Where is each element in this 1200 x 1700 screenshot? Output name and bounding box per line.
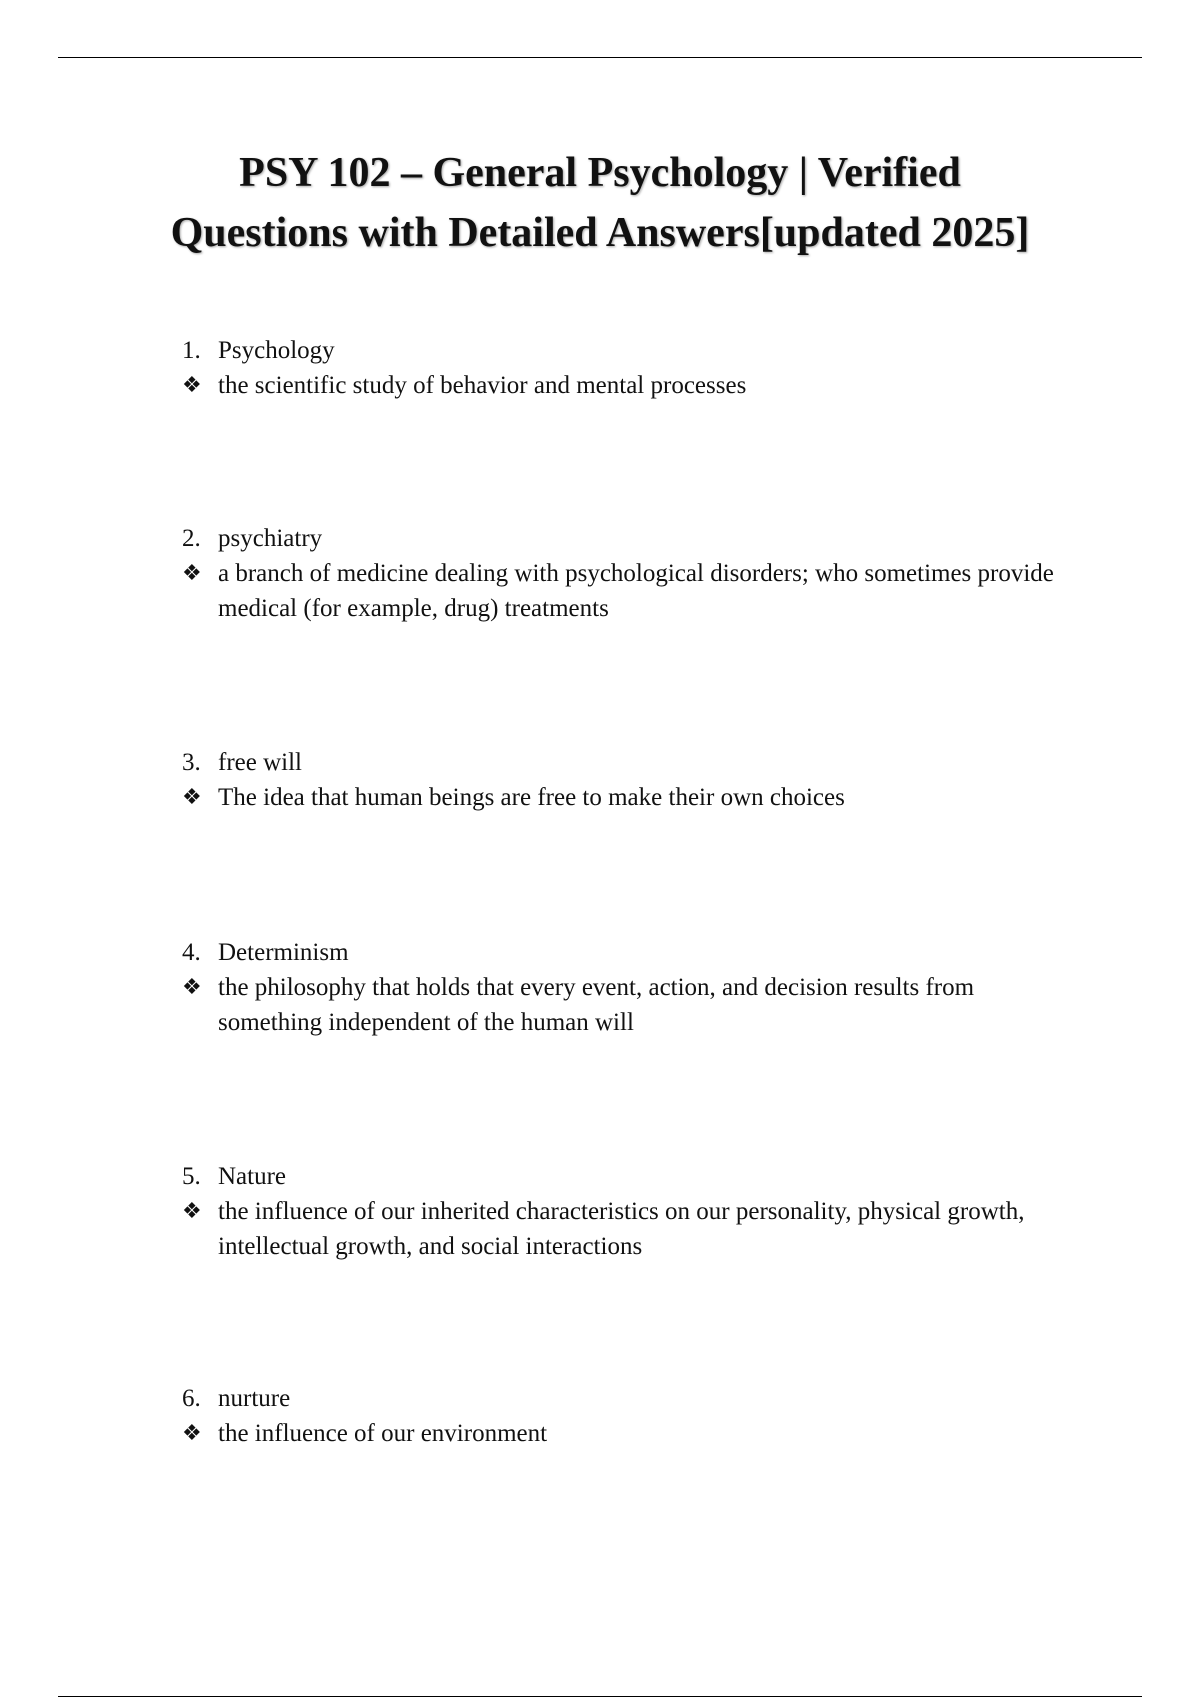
question-number: 5.	[182, 1163, 201, 1190]
title-line-2: Questions with Detailed Answers[updated 2025]	[170, 210, 1030, 256]
answer-definition: The idea that human beings are free to make their own choices	[218, 784, 845, 811]
question-number: 4.	[182, 939, 201, 966]
diamond-bullet-icon: ❖	[182, 561, 202, 586]
question-item-2	[182, 521, 1082, 626]
diamond-bullet-icon: ❖	[182, 373, 202, 398]
question-item-6	[182, 1381, 1082, 1451]
question-item-3	[182, 745, 1082, 815]
title-line-1: PSY 102 – General Psychology | Verified	[239, 150, 961, 196]
question-item-1	[182, 333, 1082, 403]
question-number: 6.	[182, 1385, 201, 1412]
document-title	[100, 143, 1100, 263]
diamond-bullet-icon: ❖	[182, 1421, 202, 1446]
answer-definition: the influence of our inherited characteristics on our personality, physical growth, intellectual growth, and social interactions	[218, 1198, 1025, 1260]
question-item-4	[182, 935, 1082, 1040]
question-term: nurture	[218, 1385, 291, 1412]
top-divider	[58, 57, 1142, 58]
question-term: free will	[218, 749, 302, 776]
question-term: psychiatry	[218, 525, 323, 552]
diamond-bullet-icon: ❖	[182, 975, 202, 1000]
question-item-5	[182, 1159, 1082, 1264]
diamond-bullet-icon: ❖	[182, 785, 202, 810]
question-number: 3.	[182, 749, 201, 776]
question-term: Nature	[218, 1163, 287, 1190]
answer-definition: the philosophy that holds that every event, action, and decision results from something independent of the human will	[218, 974, 975, 1036]
answer-definition: the scientific study of behavior and mental processes	[218, 372, 747, 399]
diamond-bullet-icon: ❖	[182, 1199, 202, 1224]
question-number: 1.	[182, 337, 201, 364]
answer-definition: a branch of medicine dealing with psychological disorders; who sometimes provide medical (for example, drug) treatments	[218, 560, 1054, 622]
question-number: 2.	[182, 525, 201, 552]
question-term: Determinism	[218, 939, 349, 966]
answer-definition: the influence of our environment	[218, 1420, 548, 1447]
question-term: Psychology	[218, 337, 335, 364]
bottom-divider	[58, 1696, 1142, 1697]
